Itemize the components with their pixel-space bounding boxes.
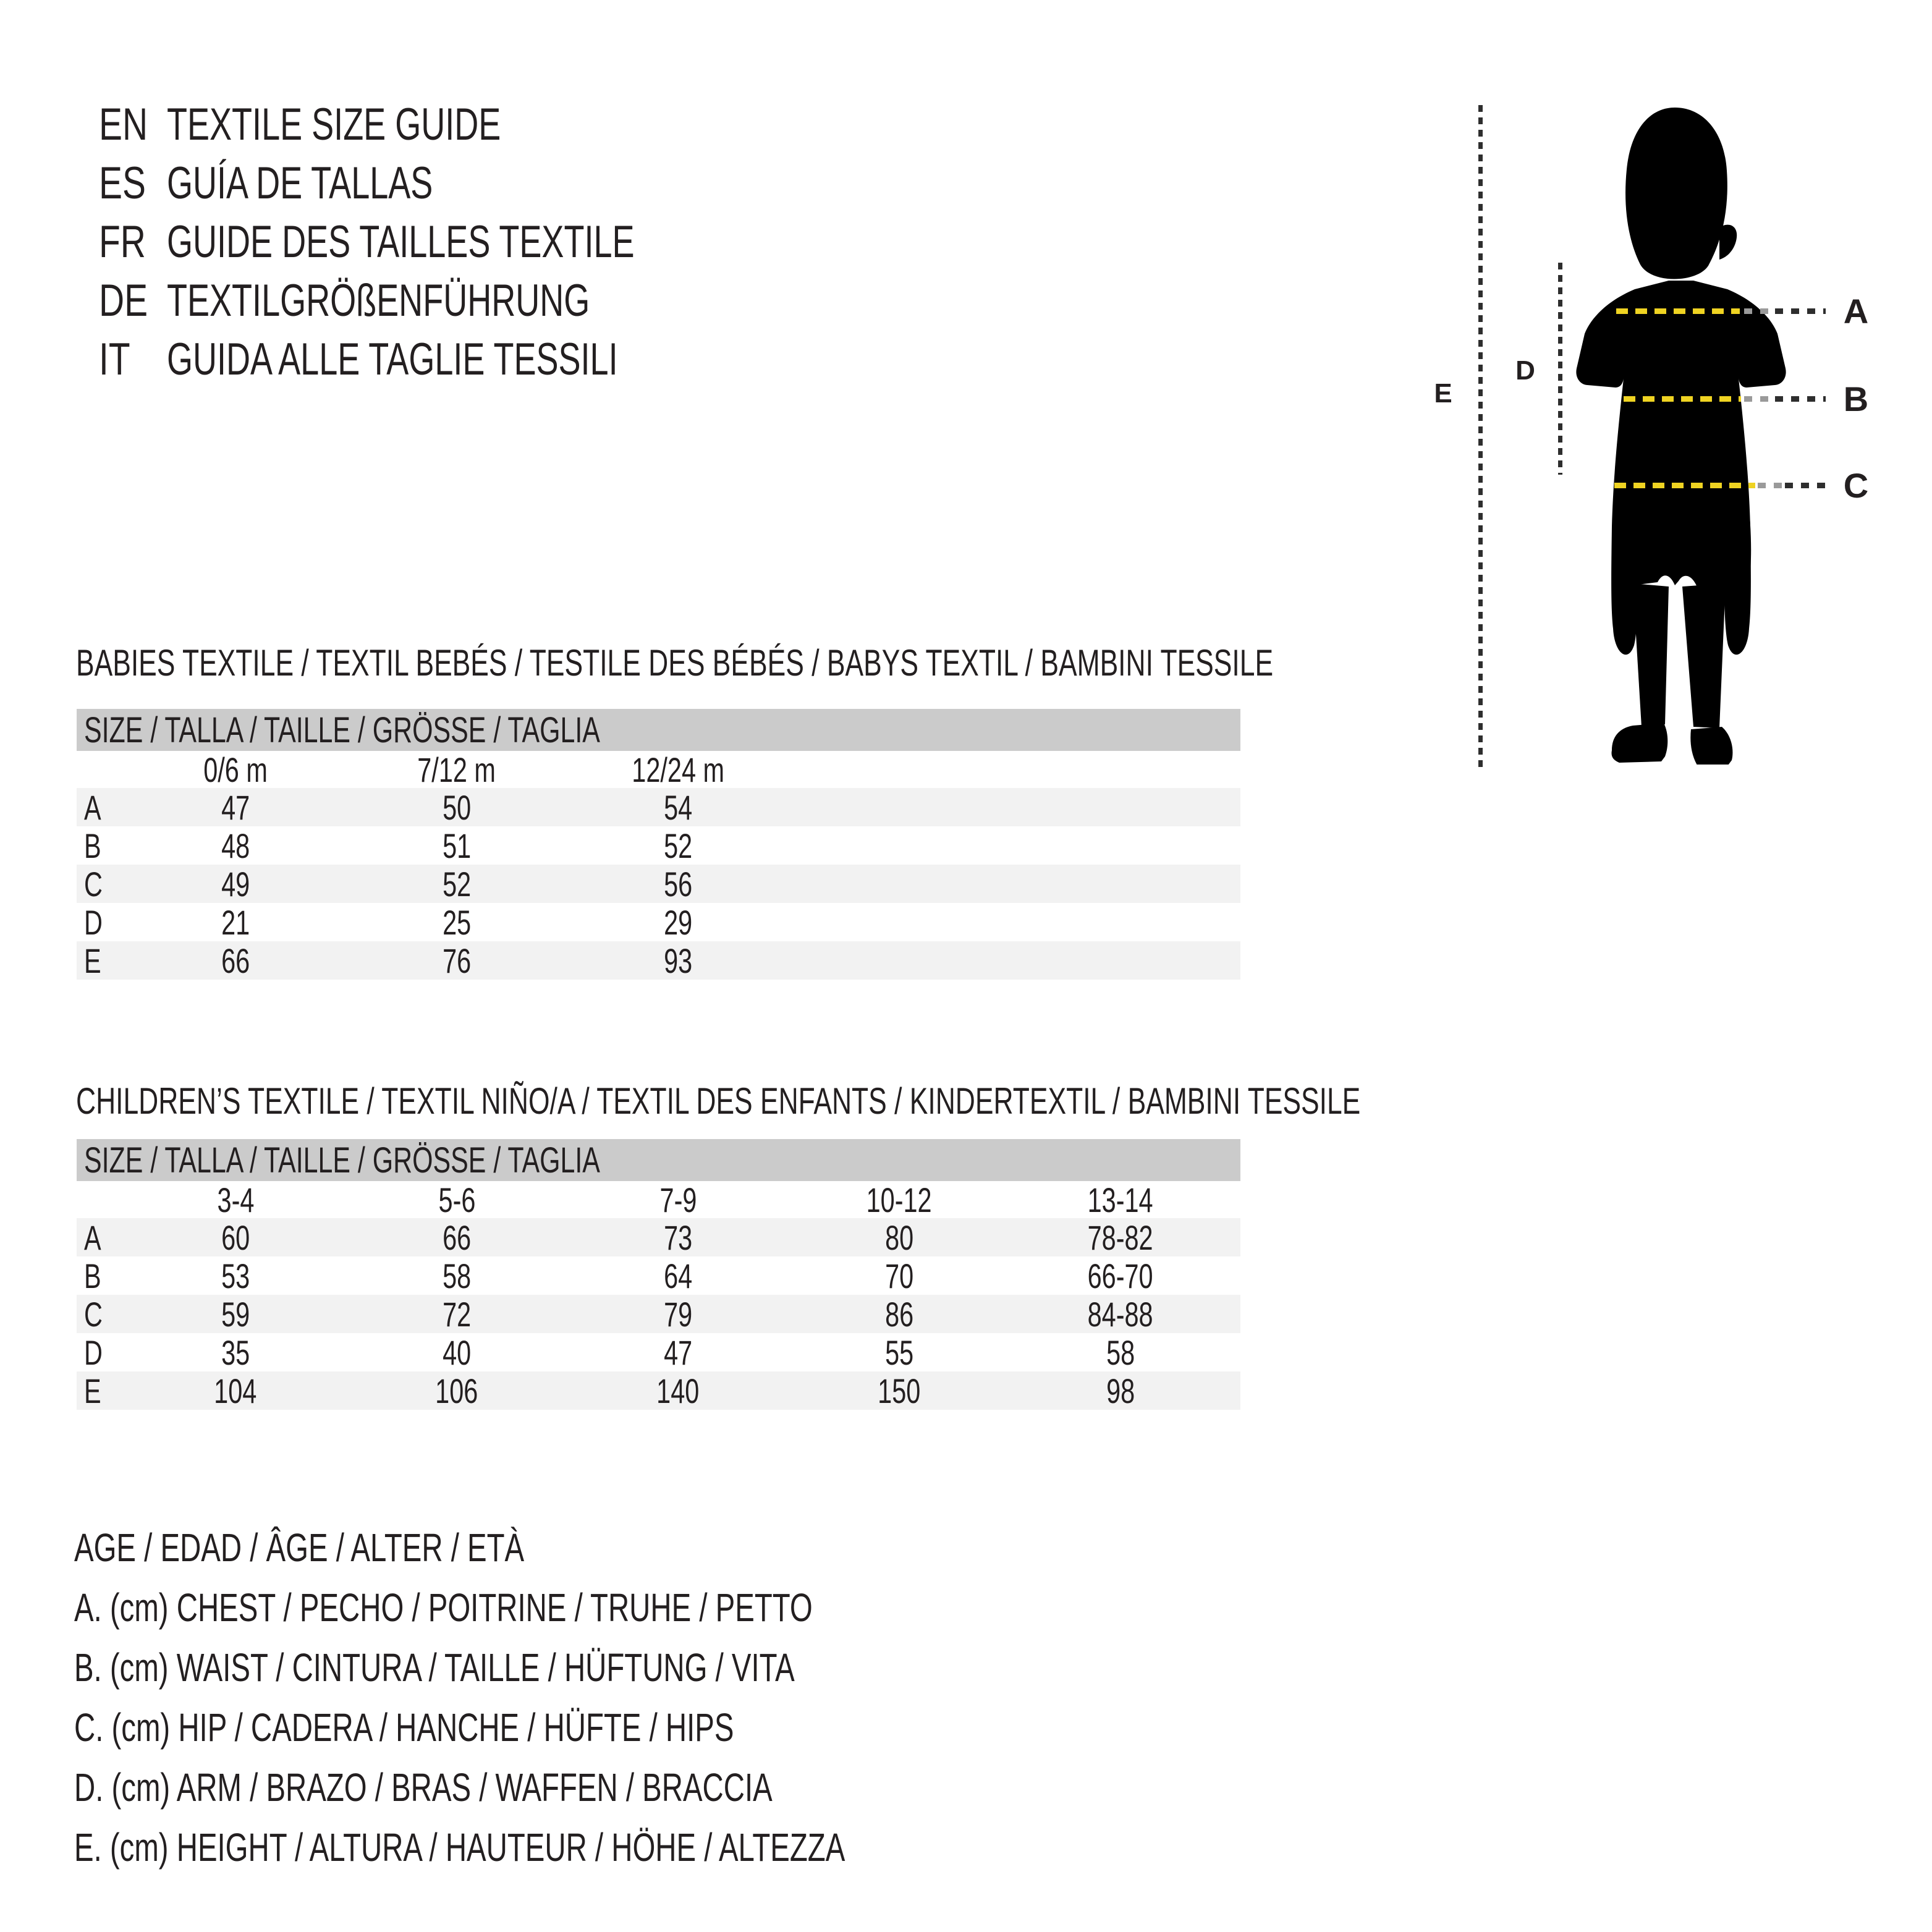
row-label: A	[84, 787, 101, 827]
legend-chest: A. (cm) CHEST / PECHO / POITRINE / TRUHE / PETTO	[74, 1585, 813, 1630]
lang-code: EN	[99, 100, 148, 150]
babies-column-headers	[77, 751, 1240, 788]
title-text: TEXTILE SIZE GUIDE	[167, 100, 501, 150]
cell: 58	[1106, 1332, 1135, 1372]
cell: 35	[221, 1332, 250, 1372]
legend-arm: D. (cm) ARM / BRAZO / BRAS / WAFFEN / BRACCIA	[74, 1765, 773, 1810]
babies-size-table	[77, 709, 1240, 980]
cell: 40	[442, 1332, 472, 1372]
legend-height: E. (cm) HEIGHT / ALTURA / HAUTEUR / HÖHE / ALTEZZA	[74, 1824, 845, 1870]
size-header-bar	[77, 1139, 1240, 1181]
table-row-E	[77, 941, 1240, 980]
cell: 72	[442, 1294, 472, 1334]
measurement-legend	[74, 1517, 1116, 1877]
measure-label-A: A	[1843, 292, 1869, 331]
chest-line-fade	[1744, 308, 1773, 314]
measure-label-D: D	[1515, 355, 1535, 386]
table-row-D	[77, 1333, 1240, 1371]
cell: 98	[1106, 1371, 1135, 1410]
title-line-de	[99, 271, 799, 330]
row-label: E	[84, 1371, 101, 1410]
cell: 55	[884, 1332, 914, 1372]
babies-section-heading: BABIES TEXTILE / TEXTIL BEBÉS / TESTILE DES BÉBÉS / BABYS TEXTIL / BAMBINI TESSILE	[76, 642, 1274, 684]
cell: 66-70	[1087, 1256, 1153, 1295]
cell: 59	[221, 1294, 250, 1334]
hip-line-fade	[1758, 483, 1782, 488]
cell: 84-88	[1087, 1294, 1153, 1334]
title-line-it	[99, 330, 799, 389]
cell: 70	[884, 1256, 914, 1295]
legend-waist: B. (cm) WAIST / CINTURA / TAILLE / HÜFTUNG / VITA	[74, 1645, 795, 1690]
table-row-A	[77, 1218, 1240, 1256]
cell: 54	[663, 787, 693, 827]
corner-cell	[77, 1181, 125, 1218]
cell: 80	[884, 1218, 914, 1257]
chest-measure-line-A	[1616, 308, 1740, 314]
cell: 64	[663, 1256, 693, 1295]
title-text: GUIDA ALLE TAGLIE TESSILI	[167, 334, 618, 384]
cell: 76	[442, 941, 472, 980]
table-row-C	[77, 865, 1240, 903]
cell: 73	[663, 1218, 693, 1257]
measure-label-E: E	[1434, 378, 1452, 409]
lang-code: ES	[99, 158, 146, 208]
cell: 60	[221, 1218, 250, 1257]
cell: 66	[221, 941, 250, 980]
chest-line-extension	[1775, 308, 1826, 314]
column-header: 0/6 m	[203, 750, 268, 789]
title-line-es	[99, 154, 799, 213]
cell: 49	[221, 864, 250, 904]
arm-measure-line-D	[1558, 263, 1562, 475]
lang-code: FR	[99, 217, 146, 267]
size-header-label: SIZE / TALLA / TAILLE / GRÖSSE / TAGLIA	[84, 710, 600, 750]
table-row-D	[77, 903, 1240, 941]
row-label: C	[84, 1294, 103, 1334]
cell: 52	[663, 826, 693, 865]
cell: 79	[663, 1294, 693, 1334]
column-header: 7-9	[659, 1180, 697, 1219]
cell: 51	[442, 826, 472, 865]
hip-line-extension	[1785, 483, 1826, 488]
cell: 47	[221, 787, 250, 827]
cell: 29	[663, 902, 693, 942]
measure-label-B: B	[1843, 379, 1869, 418]
cell: 53	[221, 1256, 250, 1295]
table-row-C	[77, 1295, 1240, 1333]
title-line-fr	[99, 213, 799, 271]
column-header: 3-4	[217, 1180, 254, 1219]
legend-age: AGE / EDAD / ÂGE / ALTER / ETÀ	[74, 1525, 525, 1570]
column-header: 10-12	[866, 1180, 932, 1219]
size-header-label: SIZE / TALLA / TAILLE / GRÖSSE / TAGLIA	[84, 1140, 600, 1180]
table-row-B	[77, 826, 1240, 865]
cell: 52	[442, 864, 472, 904]
cell: 86	[884, 1294, 914, 1334]
column-header: 7/12 m	[417, 750, 496, 789]
cell: 150	[878, 1371, 921, 1410]
column-header: 13-14	[1087, 1180, 1153, 1219]
cell: 25	[442, 902, 472, 942]
cell: 104	[214, 1371, 257, 1410]
lang-code: DE	[99, 276, 148, 326]
hip-measure-line-C	[1614, 483, 1755, 488]
lang-code: IT	[99, 334, 130, 384]
table-row-E	[77, 1371, 1240, 1410]
row-label: D	[84, 902, 103, 942]
column-header: 5-6	[438, 1180, 475, 1219]
legend-hip: C. (cm) HIP / CADERA / HANCHE / HÜFTE / HIPS	[74, 1705, 734, 1750]
cell: 140	[656, 1371, 700, 1410]
cell: 48	[221, 826, 250, 865]
cell: 93	[663, 941, 693, 980]
cell: 58	[442, 1256, 472, 1295]
title-text: GUÍA DE TALLAS	[167, 158, 433, 208]
waist-line-fade	[1744, 396, 1773, 402]
title-line-en	[99, 95, 799, 154]
waist-measure-line-B	[1624, 396, 1741, 402]
cell: 47	[663, 1332, 693, 1372]
title-text: GUIDE DES TAILLES TEXTILE	[167, 217, 635, 267]
cell: 66	[442, 1218, 472, 1257]
row-label: E	[84, 941, 101, 980]
children-size-table	[77, 1139, 1240, 1410]
cell: 56	[663, 864, 693, 904]
cell: 106	[435, 1371, 478, 1410]
children-column-headers	[77, 1181, 1240, 1218]
measure-label-C: C	[1843, 466, 1869, 505]
size-header-bar	[77, 709, 1240, 751]
waist-line-extension	[1775, 396, 1826, 402]
cell: 78-82	[1087, 1218, 1153, 1257]
row-label: B	[84, 1256, 101, 1295]
row-label: A	[84, 1218, 101, 1257]
row-label: C	[84, 864, 103, 904]
children-section-heading: CHILDREN’S TEXTILE / TEXTIL NIÑO/A / TEXTIL DES ENFANTS / KINDERTEXTIL / BAMBINI TESSILE	[76, 1080, 1361, 1122]
corner-cell	[77, 751, 125, 788]
row-label: B	[84, 826, 101, 865]
table-row-A	[77, 788, 1240, 826]
cell: 50	[442, 787, 472, 827]
row-label: D	[84, 1332, 103, 1372]
title-block	[99, 95, 799, 389]
cell: 21	[221, 902, 250, 942]
column-header: 12/24 m	[632, 750, 724, 789]
table-row-B	[77, 1256, 1240, 1295]
title-text: TEXTILGRÖßENFÜHRUNG	[167, 276, 590, 326]
